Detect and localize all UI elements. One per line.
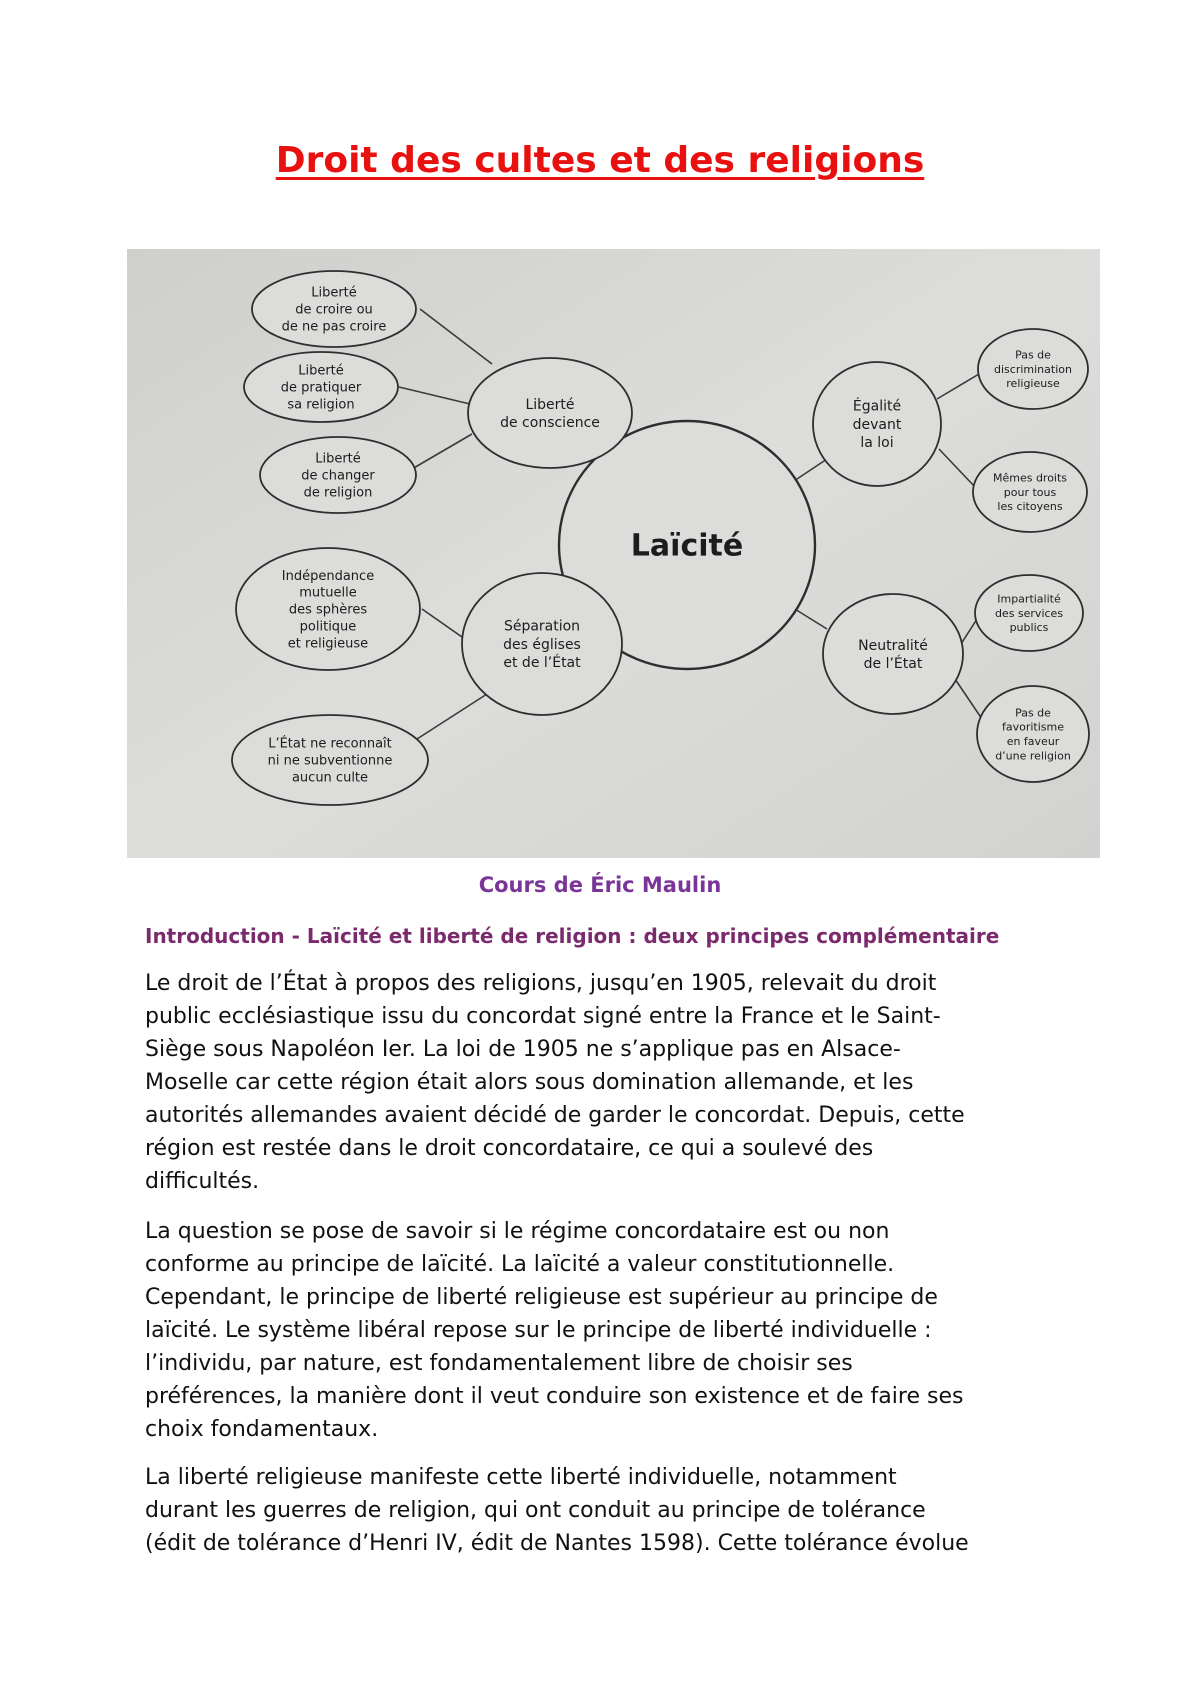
leaf-liberte-croire <box>252 271 416 347</box>
node-label: de conscience <box>500 415 600 431</box>
node-label: de changer <box>301 468 375 484</box>
node-outline <box>977 686 1089 782</box>
leaf-independance <box>236 548 420 670</box>
node-label: des sphères <box>288 602 368 618</box>
leaf-etat-reconnait <box>232 715 428 805</box>
leaf-memes-droits <box>973 452 1087 532</box>
node-outline <box>823 594 963 714</box>
paragraph-2 <box>145 1215 1075 1446</box>
node-label: devant <box>852 416 902 433</box>
node-label: et religieuse <box>287 636 369 652</box>
paragraph-line: difficultés. <box>145 1169 260 1194</box>
leaf-pas-discrimination <box>978 329 1088 409</box>
node-label: de ne pas croire <box>281 319 387 335</box>
node-label: favoritisme <box>1001 720 1065 734</box>
paragraph-line: conforme au principe de laïcité. La laïcité a valeur constitutionnelle. <box>145 1252 895 1277</box>
node-label: pour tous <box>1003 485 1057 499</box>
node-label: Pas de <box>1015 706 1051 720</box>
paragraph-line: La question se pose de savoir si le régime concordataire est ou non <box>145 1219 890 1244</box>
node-label: publics <box>1009 621 1049 635</box>
node-label: ni ne subventionne <box>267 753 393 769</box>
node-label: politique <box>299 619 357 635</box>
hub-neutralite <box>823 594 963 714</box>
paragraph-line: (édit de tolérance d’Henri IV, édit de Nantes 1598). Cette tolérance évolue <box>145 1531 969 1556</box>
node-label: d’une religion <box>995 749 1071 763</box>
node-label: de l’État <box>863 656 923 672</box>
node-label: Égalité <box>852 398 902 415</box>
node-label: de pratiquer <box>280 380 362 396</box>
hub-egalite <box>813 362 941 486</box>
node-label: Liberté <box>311 285 357 301</box>
node-label: Neutralité <box>858 637 928 654</box>
laicite-diagram-photo <box>127 249 1100 858</box>
node-label: aucun culte <box>291 770 369 786</box>
leaf-liberte-changer <box>260 437 416 513</box>
paragraph-line: La liberté religieuse manifeste cette liberté individuelle, notamment <box>145 1465 897 1490</box>
node-label: discrimination <box>994 362 1072 376</box>
laicite-concept-map <box>127 249 1100 858</box>
hub-separation <box>462 573 622 715</box>
paragraph-line: Siège sous Napoléon Ier. La loi de 1905 ne s’applique pas en Alsace- <box>145 1037 901 1062</box>
paragraph-1 <box>145 967 1075 1198</box>
paragraph-line: autorités allemandes avaient décidé de garder le concordat. Depuis, cette <box>145 1103 965 1128</box>
section-heading: Introduction - Laïcité et liberté de religion : deux principes complémentaire <box>145 924 1000 948</box>
leaf-pas-favoritisme <box>977 686 1089 782</box>
paragraph-line: préférences, la manière dont il veut conduire son existence et de faire ses <box>145 1384 964 1409</box>
node-label: sa religion <box>287 397 355 413</box>
paragraph-line: Cependant, le principe de liberté religieuse est supérieur au principe de <box>145 1285 938 1310</box>
paragraph-line: laïcité. Le système libéral repose sur le principe de liberté individuelle : <box>145 1318 932 1343</box>
leaf-liberte-pratiquer <box>244 352 398 422</box>
paragraph-3 <box>145 1461 1075 1560</box>
paragraph-line: Le droit de l’État à propos des religions, jusqu’en 1905, relevait du droit <box>145 971 937 996</box>
node-label: Liberté <box>298 363 344 379</box>
hub-liberte-conscience <box>468 358 632 468</box>
leaf-impartialite <box>975 575 1083 651</box>
node-label: Séparation <box>503 618 581 635</box>
node-label: L’État ne reconnaît <box>268 736 392 752</box>
node-label: en faveur <box>1006 735 1060 748</box>
paragraph-line: public ecclésiastique issu du concordat signé entre la France et le Saint- <box>145 1004 941 1029</box>
node-label: des services <box>994 606 1064 620</box>
node-label: Liberté <box>315 451 361 467</box>
node-label: des églises <box>503 636 581 653</box>
node-label: de croire ou <box>295 302 373 318</box>
node-label: et de l’État <box>503 655 581 672</box>
node-label: mutuelle <box>299 585 357 601</box>
node-label: Indépendance <box>281 568 375 584</box>
paragraph-line: l’individu, par nature, est fondamentalement libre de choisir ses <box>145 1351 853 1376</box>
course-credit: Cours de Éric Maulin <box>478 873 722 897</box>
paragraph-line: choix fondamentaux. <box>145 1417 379 1442</box>
node-outline <box>468 358 632 468</box>
node-label: Mêmes droits <box>992 471 1068 485</box>
node-label: religieuse <box>1006 377 1060 391</box>
paragraph-line: région est restée dans le droit concordataire, ce qui a soulevé des <box>145 1136 874 1161</box>
node-label: Liberté <box>525 396 575 413</box>
node-label: la loi <box>860 435 894 452</box>
paragraph-line: durant les guerres de religion, qui ont conduit au principe de tolérance <box>145 1498 926 1523</box>
node-label: Laïcité <box>630 528 744 564</box>
node-label: de religion <box>303 485 373 501</box>
page-title: Droit des cultes et des religions <box>275 140 925 181</box>
node-label: Pas de <box>1015 348 1051 362</box>
paragraph-line: Moselle car cette région était alors sous domination allemande, et les <box>145 1070 914 1095</box>
node-label: Impartialité <box>997 592 1061 606</box>
node-label: les citoyens <box>997 500 1063 514</box>
